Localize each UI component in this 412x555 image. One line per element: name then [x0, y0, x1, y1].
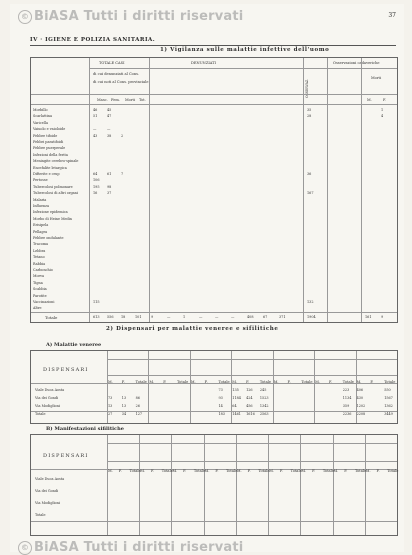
mf-header: Totale	[218, 380, 230, 384]
mf-header: M.	[301, 469, 307, 473]
cell-value: 183	[218, 412, 225, 416]
row-label: Carbonchio	[33, 268, 53, 272]
cell-value: 127	[135, 412, 143, 416]
cell-value: 1567	[384, 396, 393, 400]
column-divider	[333, 435, 334, 535]
row-label: Altre	[33, 306, 42, 311]
cell-value: 245	[259, 388, 267, 392]
mf-header: M.	[315, 380, 320, 384]
grid-line	[31, 521, 397, 522]
mf-header: Totale	[258, 469, 270, 473]
grid-line	[31, 312, 397, 313]
row-label: Difterite e crup	[33, 172, 60, 176]
mf-header: F.	[279, 469, 283, 473]
grid-line	[107, 443, 397, 444]
total-value: 161	[365, 315, 372, 319]
row-label: Infezione epidemica	[33, 210, 68, 215]
column-divider	[148, 351, 149, 423]
row-label: Erisipela	[33, 223, 49, 228]
total-value: 101	[135, 315, 142, 319]
row-label: Infezioni della ferita	[33, 152, 68, 157]
header-total-cases: TOTALE CASI	[99, 61, 125, 65]
infectious-diseases-table	[30, 57, 398, 323]
row-label: Malaria	[33, 197, 47, 202]
cell-value: 7	[121, 172, 124, 176]
grid-line	[107, 359, 397, 360]
total-value: 1	[183, 315, 186, 319]
row-label: Encefalite letargica	[33, 165, 67, 170]
mf-header: M.	[140, 469, 146, 473]
cell-value: 73	[218, 388, 223, 392]
cell-value: 13	[108, 404, 113, 408]
column-divider	[107, 435, 108, 535]
mf-header: F.	[246, 380, 250, 384]
mf-header: F.	[328, 380, 333, 384]
cell-value: 38	[107, 133, 112, 138]
total-value: 371	[279, 315, 286, 319]
cell-value: 424	[246, 396, 253, 400]
row-label: Rabbia	[33, 261, 46, 266]
cell-value: 430	[356, 396, 364, 400]
mf-header: M.	[365, 469, 371, 473]
header-total: Tot.	[139, 98, 146, 102]
cell-value: 132	[307, 300, 314, 304]
mf-header: Totale	[355, 469, 367, 473]
mf-header: Totale	[342, 380, 354, 384]
row-label: Febbre ondulante	[33, 236, 64, 240]
header-reported: DENUNZIATI	[191, 61, 216, 65]
total-value: —	[199, 315, 203, 319]
total-value: —	[215, 315, 219, 319]
cell-value: 1342	[259, 404, 269, 408]
column-divider	[303, 58, 304, 322]
mf-header: F.	[150, 469, 155, 473]
cell-value: 2563	[259, 412, 269, 416]
cell-value: 51	[93, 114, 98, 119]
header-f: F.	[383, 98, 387, 102]
row-label: Via Modiglioni	[35, 501, 60, 505]
cell-value: 98	[107, 184, 112, 189]
copyright-icon: ©	[18, 10, 32, 24]
cell-value: —	[107, 127, 111, 132]
section2-title: 2) Dispensari per malattie veneree e sifilitiche	[106, 326, 279, 332]
mf-header: Totale	[161, 469, 173, 473]
total-value: 1904	[307, 315, 316, 319]
mf-header: Totale	[177, 380, 189, 384]
column-divider	[139, 435, 140, 535]
column-divider	[273, 351, 274, 423]
mf-header: M.	[356, 380, 362, 384]
row-label: Meningite cerebro-spinale	[33, 159, 79, 164]
mf-header: M.	[273, 380, 279, 384]
cell-value: 1616	[246, 412, 255, 416]
header-males: Masc.	[97, 98, 108, 102]
column-divider	[89, 58, 90, 322]
stub-label-a: DISPENSARI	[43, 367, 89, 373]
total-value: —	[167, 315, 171, 319]
cell-value: 61	[107, 172, 112, 176]
header-col-a: di cui denunziati al Cons.	[93, 72, 140, 76]
header-rule	[30, 45, 396, 46]
cell-value: 1523	[259, 396, 269, 400]
cell-value: 1	[381, 108, 384, 112]
row-label: Morva	[33, 274, 45, 279]
cell-value: 3449	[384, 412, 393, 416]
total-value: 9	[381, 315, 384, 319]
mf-header: M.	[232, 380, 238, 384]
grid-line	[107, 375, 397, 376]
stub-label-b: DISPENSARI	[43, 453, 89, 459]
mf-header: Totale	[226, 469, 238, 473]
header-vertical: OSSERVAZ.	[305, 78, 309, 98]
grid-line	[31, 94, 397, 95]
column-divider	[314, 351, 315, 423]
cell-value: 4	[381, 114, 384, 119]
section1-title: 1) Vigilanza sulle malattie infettive dell'uomo	[160, 47, 330, 53]
mf-header: Totale	[290, 469, 302, 473]
grid-line	[107, 461, 397, 462]
total-value: 18	[121, 315, 126, 319]
row-label: Totale	[35, 412, 46, 416]
row-label: Totale	[35, 513, 46, 517]
mf-header: F.	[121, 380, 125, 384]
cell-value: 1202	[356, 404, 366, 408]
cell-value: 26	[135, 404, 140, 408]
column-divider	[171, 435, 172, 535]
cell-value: 1461	[232, 412, 241, 416]
row-label: Parotite	[33, 293, 47, 298]
cell-value: 45	[107, 108, 112, 112]
total-value: —	[231, 315, 235, 319]
mf-header: F.	[204, 380, 208, 384]
mf-header: M.	[172, 469, 178, 473]
total-label: Totale	[45, 315, 58, 320]
column-divider	[204, 435, 205, 535]
total-value: 613	[93, 315, 100, 319]
grid-line	[89, 68, 397, 69]
document-page	[10, 4, 404, 555]
subsection-b-title: B) Manifestazioni sifilitiche	[46, 426, 124, 432]
row-label: Tubercolosi polmonare	[33, 184, 73, 189]
cell-value: 35	[307, 108, 312, 112]
row-label: Via Modiglioni	[35, 404, 60, 408]
cell-value: 28	[307, 114, 312, 119]
row-label: Pertosse	[33, 178, 48, 183]
mf-header: M.	[108, 469, 113, 473]
mf-header: Totale	[384, 380, 396, 384]
mf-header: Totale	[259, 380, 272, 384]
mf-header: M.	[204, 469, 210, 473]
cell-value: 359	[342, 404, 350, 408]
cell-value: 13	[121, 396, 127, 400]
row-label: Tubercolosi di altri organi	[33, 191, 78, 196]
cell-value: 14	[218, 404, 223, 408]
row-label: Varicella	[33, 120, 48, 125]
cell-value: 34	[121, 412, 127, 416]
row-label: Pellagra	[33, 229, 48, 234]
row-label: Tetano	[33, 255, 45, 260]
cell-value: 36	[307, 172, 312, 176]
mf-header: M.	[108, 380, 113, 384]
row-label: Morbo di Heine Medin	[33, 216, 72, 221]
mf-header: M.	[190, 380, 196, 384]
column-divider	[327, 58, 328, 322]
total-value: 67	[263, 315, 268, 319]
row-label: Lebbra	[33, 248, 46, 253]
watermark-top: © BiASA Tutti i diritti riservati	[18, 9, 243, 24]
column-divider	[300, 435, 301, 535]
cell-value: 1184	[232, 396, 241, 400]
mf-header: F.	[312, 469, 316, 473]
cell-value: 115	[93, 300, 100, 304]
syphilis-table	[30, 434, 398, 536]
header-observations: Osservazioni cadaveriche	[333, 61, 380, 65]
row-label: Viale Duca Aosta	[35, 388, 65, 392]
row-label: Influenza	[33, 204, 49, 208]
mf-header: Totale	[301, 380, 313, 384]
mf-header: F.	[344, 469, 348, 473]
grid-line	[31, 104, 397, 105]
cell-value: 2	[121, 133, 124, 138]
cell-value: 47	[107, 114, 112, 119]
cell-value: 46	[93, 108, 98, 112]
cell-value: 37	[107, 191, 112, 196]
mf-header: F.	[287, 380, 291, 384]
running-header: IV · IGIENE E POLIZIA SANITARIA.	[30, 37, 156, 43]
mf-header: F.	[118, 469, 122, 473]
cell-value: 43	[93, 133, 98, 138]
page-number: 37	[388, 12, 396, 19]
cell-value: 1134	[342, 396, 352, 400]
cell-value: 64	[93, 172, 98, 176]
row-label: Via dei Gondi	[35, 489, 59, 493]
cell-value: 167	[307, 191, 314, 196]
cell-value: 195	[93, 184, 100, 189]
subsection-a-title: A) Malattie veneree	[46, 342, 102, 348]
header-deaths-2: Morti	[371, 76, 382, 80]
row-label: Febbri paratifoidi	[33, 140, 64, 144]
header-m: M.	[367, 98, 372, 102]
cell-value: 13	[121, 404, 127, 408]
mf-header: Totale	[193, 469, 206, 473]
copyright-icon: ©	[18, 541, 32, 555]
cell-value: 406	[356, 388, 364, 392]
mf-header: F.	[247, 469, 251, 473]
row-label: Vaccinazioni	[33, 300, 55, 304]
header-females: Fem.	[111, 98, 120, 102]
mf-header: Totale	[322, 469, 334, 473]
cell-value: 126	[246, 388, 253, 392]
total-value: 408	[247, 315, 254, 319]
column-divider	[365, 435, 366, 535]
mf-header: F.	[215, 469, 219, 473]
row-label: Febbre puerperale	[33, 146, 66, 151]
header-col-b: di cui noti al Cons. provinciale	[93, 80, 149, 84]
mf-header: Totale	[129, 469, 141, 473]
grid-line	[31, 469, 397, 470]
cell-value: 135	[232, 388, 239, 392]
cell-value: 550	[384, 388, 391, 392]
column-divider	[149, 58, 150, 322]
mf-header: M.	[333, 469, 339, 473]
cell-value: 223	[342, 388, 350, 392]
column-divider	[236, 435, 237, 535]
column-divider	[361, 58, 362, 322]
row-label: Viale Duca Aosta	[35, 477, 65, 481]
cell-value: —	[93, 127, 97, 132]
cell-value: 73	[108, 396, 113, 400]
cell-value: 86	[135, 396, 140, 400]
mf-header: Totale	[387, 469, 399, 473]
mf-header: Totale	[135, 380, 147, 384]
mf-header: M.	[149, 380, 155, 384]
cell-value: 106	[93, 178, 100, 183]
cell-value: 1362	[384, 404, 393, 408]
cell-value: 456	[246, 404, 253, 408]
row-label: Tigna	[33, 280, 43, 285]
cell-value: 64	[232, 404, 237, 408]
row-label: Morbillo	[33, 108, 48, 112]
header-deaths: Morti	[125, 98, 136, 102]
mf-header: F.	[163, 380, 167, 384]
total-value: 556	[107, 315, 114, 319]
watermark-bottom: © BiASA Tutti i diritti riservati	[18, 540, 243, 555]
cell-value: 27	[108, 412, 113, 416]
mf-header: F.	[376, 469, 380, 473]
row-label: Scarlattina	[33, 114, 52, 119]
mf-header: M.	[269, 469, 274, 473]
venereal-table	[30, 350, 398, 424]
row-label: Via dei Gondi	[35, 396, 59, 400]
mf-header: M.	[236, 469, 242, 473]
column-divider	[190, 351, 191, 423]
cell-value: 2236	[342, 412, 352, 416]
row-label: Tracoma	[33, 242, 49, 247]
column-divider	[268, 435, 269, 535]
cell-value: 93	[218, 396, 223, 400]
cell-value: 2208	[356, 412, 366, 416]
mf-header: F.	[370, 380, 374, 384]
row-label: Febbre tifoide	[33, 133, 58, 138]
row-label: Vaiuolo e vaioloide	[33, 127, 66, 132]
cell-value: 16	[93, 191, 98, 196]
row-label: Scabbia	[33, 287, 47, 292]
total-value: 9	[151, 315, 154, 319]
mf-header: F.	[183, 469, 187, 473]
